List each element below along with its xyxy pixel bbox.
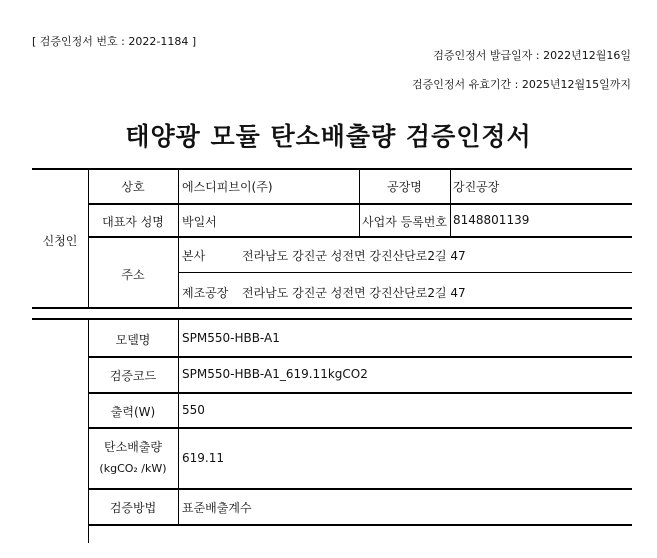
factory-label: 공장명 bbox=[387, 180, 422, 194]
section-divider-thick bbox=[32, 318, 632, 320]
model-label: 모델명 bbox=[115, 333, 151, 347]
method-value: 표준배출계수 bbox=[182, 501, 252, 515]
carbon-value: 619.11 bbox=[182, 451, 224, 465]
table-top-border bbox=[32, 168, 632, 170]
address-label: 주소 bbox=[121, 268, 145, 282]
carbon-label-line2: (kgCO₂ /kW) bbox=[99, 462, 167, 475]
biz-no-value: 8148801139 bbox=[453, 213, 530, 227]
issue-date: 검증인정서 발급일자 : 2022년12월16일 bbox=[433, 49, 631, 62]
hq-label: 본사 bbox=[182, 249, 206, 263]
column-divider bbox=[450, 168, 451, 237]
row-divider bbox=[88, 392, 632, 394]
hq-address: 전라남도 강진군 성전면 강진산단로2길 47 bbox=[242, 249, 466, 263]
column-divider bbox=[178, 318, 179, 526]
column-divider bbox=[178, 168, 179, 309]
factory-value: 강진공장 bbox=[453, 180, 500, 194]
row-divider bbox=[88, 356, 632, 358]
output-value: 550 bbox=[182, 403, 205, 417]
section-divider-thick bbox=[32, 307, 632, 309]
row-divider bbox=[88, 524, 632, 526]
model-value: SPM550-HBB-A1 bbox=[182, 331, 280, 345]
row-divider bbox=[88, 203, 632, 205]
applicant-section-label: 신청인 bbox=[42, 234, 78, 248]
output-label: 출력(W) bbox=[110, 405, 156, 419]
company-label: 상호 bbox=[121, 180, 145, 194]
plant-address: 전라남도 강진군 성전면 강진산단로2길 47 bbox=[242, 286, 466, 300]
row-divider bbox=[88, 236, 632, 238]
ceo-value: 박일서 bbox=[182, 215, 217, 229]
row-divider bbox=[88, 488, 632, 490]
company-value: 에스디피브이(주) bbox=[182, 180, 273, 194]
carbon-label-line1: 탄소배출량 bbox=[104, 440, 162, 454]
plant-label: 제조공장 bbox=[182, 286, 229, 300]
cert-number: [ 검증인정서 번호 : 2022-1184 ] bbox=[32, 35, 197, 48]
biz-no-label: 사업자 등록번호 bbox=[362, 215, 447, 229]
ceo-label: 대표자 성명 bbox=[102, 215, 164, 229]
code-label: 검증코드 bbox=[109, 369, 157, 383]
row-divider bbox=[178, 272, 632, 273]
method-label: 검증방법 bbox=[109, 501, 157, 515]
valid-until: 검증인정서 유효기간 : 2025년12월15일까지 bbox=[412, 78, 631, 91]
row-divider bbox=[88, 427, 632, 429]
document-title: 태양광 모듈 탄소배출량 검증인정서 bbox=[125, 122, 532, 151]
code-value: SPM550-HBB-A1_619.11kgCO2 bbox=[182, 367, 368, 381]
